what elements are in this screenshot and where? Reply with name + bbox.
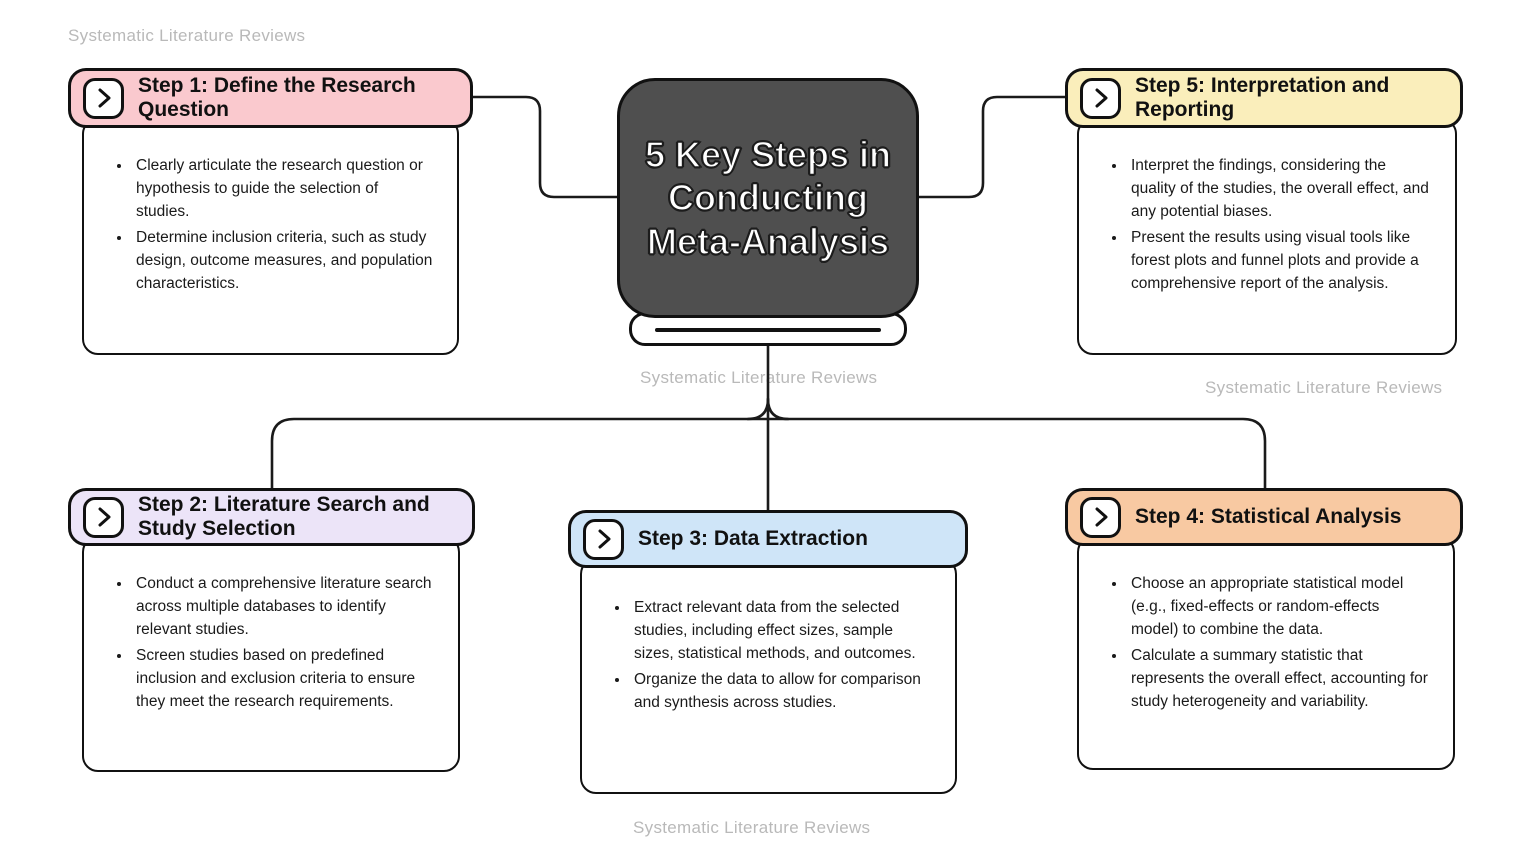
step-5-title: Step 5: Interpretation and Reporting	[1135, 74, 1390, 121]
monitor-stand-line	[655, 328, 881, 332]
step-5-bullet-list	[1105, 154, 1431, 295]
step-5-body	[1077, 118, 1457, 355]
step-4-header	[1065, 488, 1463, 546]
step-2-title: Step 2: Literature Search and Study Selection	[138, 493, 430, 540]
step-2-body	[82, 536, 460, 772]
chevron-right-icon	[1080, 497, 1121, 538]
bullet-item: • Clearly articulate the research question or hypothesis to guide the selection of studies.	[132, 154, 433, 223]
watermark-center: Systematic Literature Reviews	[640, 368, 878, 387]
watermark-bottom: Systematic Literature Reviews	[633, 818, 871, 837]
bullet-item: • Interpret the findings, considering the quality of the studies, the overall effect, and any potential biases.	[1127, 154, 1431, 223]
step-2-header	[68, 488, 475, 546]
main-title-line: 5 Key Steps in	[644, 134, 892, 176]
watermark-right: Systematic Literature Reviews	[1205, 378, 1443, 397]
chevron-right-icon	[583, 519, 624, 560]
connector-center-step5	[919, 97, 1065, 197]
central-title-box	[617, 78, 919, 318]
watermark-top-left: Systematic Literature Reviews	[68, 26, 306, 45]
main-title-line: Meta-Analysis	[646, 220, 890, 262]
bullet-item: • Determine inclusion criteria, such as study design, outcome measures, and population characteristics.	[132, 226, 433, 295]
bullet-item: • Choose an appropriate statistical model (e.g., fixed-effects or random-effects model) to combine the data.	[1127, 572, 1429, 641]
bullet-item: • Extract relevant data from the selected studies, including effect sizes, sample sizes, statistical methods, and outcomes.	[630, 596, 931, 665]
chevron-right-icon	[1080, 78, 1121, 119]
bullet-item: • Present the results using visual tools like forest plots and funnel plots and provide a comprehensive report of the analysis.	[1127, 226, 1431, 295]
step-4-body	[1077, 536, 1455, 770]
bullet-item: • Calculate a summary statistic that represents the overall effect, accounting for study heterogeneity and variability.	[1127, 644, 1429, 713]
step-4-bullet-list	[1105, 572, 1429, 713]
step-4-title: Step 4: Statistical Analysis	[1135, 505, 1402, 529]
step-3-body	[580, 558, 957, 794]
connector-junction-fillet-left	[748, 399, 768, 419]
chevron-right-icon	[83, 78, 124, 119]
bullet-item: • Screen studies based on predefined inclusion and exclusion criteria to ensure they meet the research requirements.	[132, 644, 434, 713]
step-5-header	[1065, 68, 1463, 128]
connector-junction-fillet-right	[768, 399, 788, 419]
chevron-right-icon	[83, 497, 124, 538]
step-1-body	[82, 118, 459, 355]
step-1-bullet-list	[110, 154, 433, 295]
main-title	[645, 133, 891, 263]
bullet-item: • Conduct a comprehensive literature search across multiple databases to identify relevant studies.	[132, 572, 434, 641]
main-title-line: Conducting	[668, 177, 868, 219]
step-2-bullet-list	[110, 572, 434, 713]
step-1-title: Step 1: Define the Research Question	[138, 74, 416, 121]
step-3-title: Step 3: Data Extraction	[638, 527, 868, 551]
step-1-header	[68, 68, 473, 128]
connector-step1-center	[473, 97, 617, 197]
bullet-item: • Organize the data to allow for comparison and synthesis across studies.	[630, 668, 931, 714]
step-3-header	[568, 510, 968, 568]
step-3-bullet-list	[608, 596, 931, 714]
